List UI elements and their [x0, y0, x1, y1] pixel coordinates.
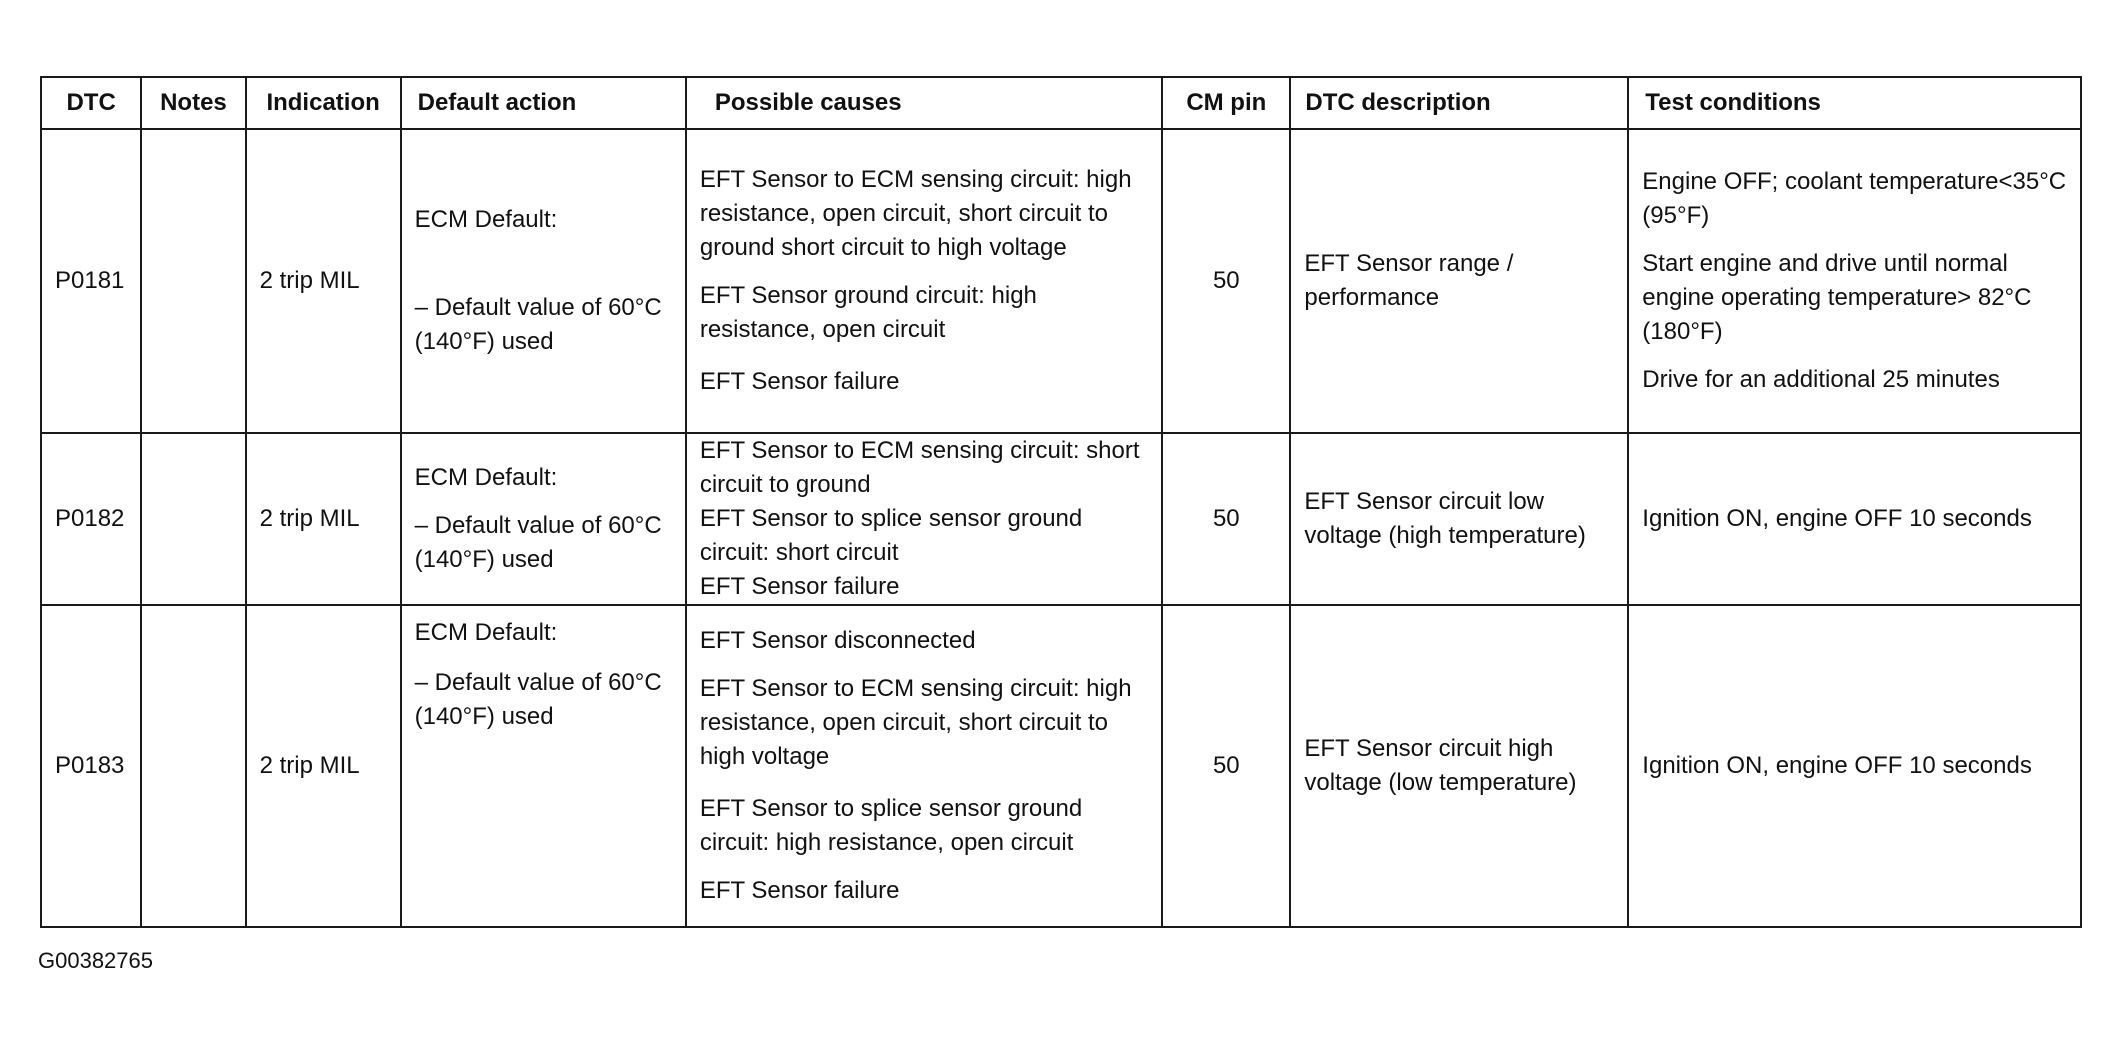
test-conditions-cell: [1628, 433, 2081, 605]
cause-item: EFT Sensor failure: [699, 573, 900, 600]
default-action-line: – Default value of 60°C (140°F) used: [414, 294, 662, 355]
header-row: [41, 77, 2081, 129]
cm-pin-cell: 50: [1162, 129, 1290, 433]
test-condition-item: Ignition ON, engine OFF 10 seconds: [1642, 752, 2032, 779]
header-notes: Notes: [141, 77, 245, 129]
dtc-code: P0183: [41, 605, 141, 927]
test-conditions-cell: [1628, 129, 2081, 433]
cause-item: EFT Sensor to splice sensor ground circuit: high resistance, open circuit: [699, 795, 1083, 856]
possible-causes-cell: [686, 129, 1162, 433]
test-condition-item: Ignition ON, engine OFF 10 seconds: [1642, 505, 2032, 532]
default-action-line: ECM Default:: [414, 206, 558, 233]
default-action-line: – Default value of 60°C (140°F) used: [414, 512, 662, 573]
possible-causes-cell: [686, 433, 1162, 605]
notes-cell: [141, 605, 245, 927]
default-action-line: ECM Default:: [414, 619, 558, 646]
default-action-cell: [401, 129, 686, 433]
default-action-cell: [401, 605, 686, 927]
header-possible-causes: Possible causes: [686, 77, 1162, 129]
dtc-code: P0182: [41, 433, 141, 605]
notes-cell: [141, 129, 245, 433]
header-cm-pin: CM pin: [1162, 77, 1290, 129]
header-default-action: Default action: [401, 77, 686, 129]
dtc-description-cell: EFT Sensor circuit low voltage (high temperature): [1290, 433, 1628, 605]
cause-item: EFT Sensor failure: [699, 877, 900, 904]
cm-pin-cell: 50: [1162, 605, 1290, 927]
cause-item: EFT Sensor to ECM sensing circuit: short circuit to ground: [699, 437, 1140, 498]
cause-item: EFT Sensor to ECM sensing circuit: high resistance, open circuit, short circuit to ground short circuit to high voltage: [699, 166, 1132, 261]
indication-cell: 2 trip MIL: [246, 129, 401, 433]
cm-pin-cell: 50: [1162, 433, 1290, 605]
default-action-line: ECM Default:: [414, 464, 558, 491]
cause-item: EFT Sensor to ECM sensing circuit: high resistance, open circuit, short circuit to high voltage: [699, 675, 1132, 770]
default-action-cell: [401, 433, 686, 605]
test-condition-item: Start engine and drive until normal engine operating temperature> 82°C (180°F): [1642, 250, 2032, 345]
cause-item: EFT Sensor ground circuit: high resistance, open circuit: [699, 282, 1037, 343]
table-row: [41, 605, 2081, 927]
cause-item: EFT Sensor failure: [699, 368, 900, 395]
header-dtc-description: DTC description: [1290, 77, 1628, 129]
dtc-description-cell: EFT Sensor range / performance: [1290, 129, 1628, 433]
table-row: [41, 433, 2081, 605]
header-test-conditions: Test conditions: [1628, 77, 2081, 129]
indication-cell: 2 trip MIL: [246, 433, 401, 605]
header-indication: Indication: [246, 77, 401, 129]
possible-causes-cell: [686, 605, 1162, 927]
cause-item: EFT Sensor to splice sensor ground circuit: short circuit: [699, 505, 1083, 566]
header-dtc: DTC: [41, 77, 141, 129]
notes-cell: [141, 433, 245, 605]
table-row: [41, 129, 2081, 433]
dtc-code: P0181: [41, 129, 141, 433]
default-action-line: – Default value of 60°C (140°F) used: [414, 669, 662, 730]
dtc-description-cell: EFT Sensor circuit high voltage (low temperature): [1290, 605, 1628, 927]
test-condition-item: Drive for an additional 25 minutes: [1642, 366, 2000, 393]
cause-item: EFT Sensor disconnected: [699, 627, 976, 654]
dtc-table: [40, 76, 2082, 928]
test-conditions-cell: [1628, 605, 2081, 927]
indication-cell: 2 trip MIL: [246, 605, 401, 927]
figure-code: G00382765: [38, 948, 153, 973]
test-condition-item: Engine OFF; coolant temperature<35°C (95°F): [1642, 168, 2067, 229]
